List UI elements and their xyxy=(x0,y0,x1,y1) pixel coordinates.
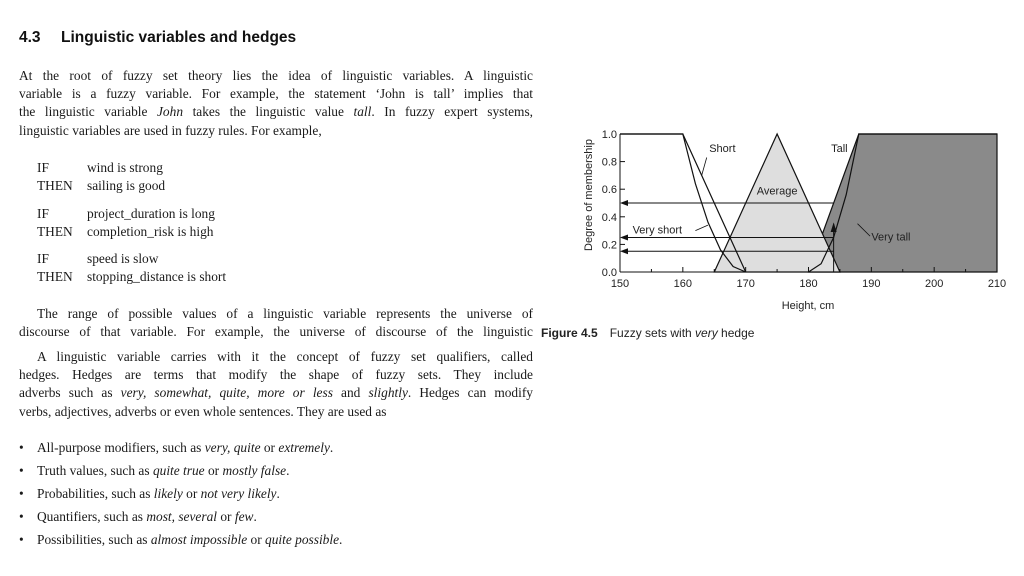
hedge-line: adverbs such as very, somewhat, quite, more or less and slightly. Hedges can modify xyxy=(19,385,533,401)
x-axis-label: Height, cm xyxy=(781,300,835,312)
rule-block-2 xyxy=(37,205,215,241)
y-tick-label: 0.4 xyxy=(601,211,617,224)
rule-block-1 xyxy=(37,159,165,195)
bullet-item: • All-purpose modifiers, such as very, quite or extremely. xyxy=(19,440,334,455)
then-keyword: THEN xyxy=(37,178,73,194)
x-tick-label: 180 xyxy=(799,278,818,290)
caption-emphasis: very xyxy=(695,326,718,340)
tall-label: Tall xyxy=(831,142,848,155)
short-label: Short xyxy=(709,142,736,155)
y-tick-label: 0.0 xyxy=(601,267,617,279)
bullet-item: • Probabilities, such as likely or not very likely. xyxy=(19,486,280,501)
section-number: 4.3 xyxy=(19,29,41,46)
x-tick-label: 190 xyxy=(862,278,881,290)
annotation-arrowhead xyxy=(620,200,628,206)
y-axis-label: Degree of membership xyxy=(583,139,595,251)
range-paragraph xyxy=(19,305,533,341)
rule-condition: speed is slow xyxy=(87,251,159,266)
x-tick-label: 210 xyxy=(987,278,1007,290)
annotation-arrowhead xyxy=(620,248,628,254)
intro-line: linguistic variables are used in fuzzy rules. For example, xyxy=(19,122,322,138)
rule-condition: project_duration is long xyxy=(87,206,215,221)
bullet-item: • Possibilities, such as almost impossible or quite possible. xyxy=(19,532,343,547)
hedge-paragraph xyxy=(19,348,533,421)
x-tick-label: 160 xyxy=(673,278,693,290)
very-tall-label: Very tall xyxy=(871,231,911,244)
very-short-label: Very short xyxy=(632,224,683,237)
section-title: Linguistic variables and hedges xyxy=(61,29,297,46)
intro-line: At the root of fuzzy set theory lies the idea of linguistic variables. A linguistic xyxy=(19,68,533,83)
intro-paragraph xyxy=(19,67,533,140)
if-keyword: IF xyxy=(37,251,49,266)
bullet-item: • Quantifiers, such as most, several or few. xyxy=(19,509,257,524)
x-tick-label: 170 xyxy=(736,278,755,290)
rule-consequent: completion_risk is high xyxy=(87,224,214,240)
y-tick-label: 0.8 xyxy=(601,156,617,169)
y-tick-label: 0.6 xyxy=(601,184,617,197)
rule-consequent: stopping_distance is short xyxy=(87,269,227,285)
if-keyword: IF xyxy=(37,160,49,175)
caption-text-end: hedge xyxy=(717,326,755,340)
intro-line: the linguistic variable John takes the linguistic value tall. In fuzzy expert systems, xyxy=(19,104,533,120)
then-keyword: THEN xyxy=(37,269,73,285)
rule-block-3 xyxy=(37,250,226,286)
figure-label: Figure 4.5 xyxy=(541,326,598,340)
if-keyword: IF xyxy=(37,206,49,221)
rule-condition: wind is strong xyxy=(87,160,163,175)
caption-text: Fuzzy sets with xyxy=(609,326,696,340)
annotation-arrowhead xyxy=(620,235,628,241)
intro-line: variable is a fuzzy variable. For example, the statement ‘John is tall’ implies that xyxy=(19,86,533,102)
then-keyword: THEN xyxy=(37,224,73,240)
figure-caption xyxy=(541,326,754,340)
fuzzy-sets-chart xyxy=(578,125,1018,320)
y-tick-label: 1.0 xyxy=(601,129,617,141)
rule-consequent: sailing is good xyxy=(87,178,166,194)
x-tick-label: 150 xyxy=(610,278,630,290)
y-tick-label: 0.2 xyxy=(601,239,617,252)
range-line: discourse of that variable. For example, the universe of discourse of the linguistic xyxy=(19,324,533,340)
very-short-label-leader xyxy=(695,225,708,231)
bullet-item: • Truth values, such as quite true or mostly false. xyxy=(19,463,290,478)
range-line: The range of possible values of a linguistic variable represents the universe of xyxy=(37,306,533,321)
average-label: Average xyxy=(756,185,798,198)
section-heading xyxy=(19,29,296,47)
hedge-line: verbs, adjectives, adverbs or even whole sentences. They are used as xyxy=(19,403,387,419)
short-label-leader xyxy=(702,157,707,175)
hedge-line: hedges. Hedges are terms that modify the shape of fuzzy sets. They include xyxy=(19,367,533,383)
hedge-line: A linguistic variable carries with it the concept of fuzzy set qualifiers, called xyxy=(37,349,533,364)
x-tick-label: 200 xyxy=(924,278,944,290)
